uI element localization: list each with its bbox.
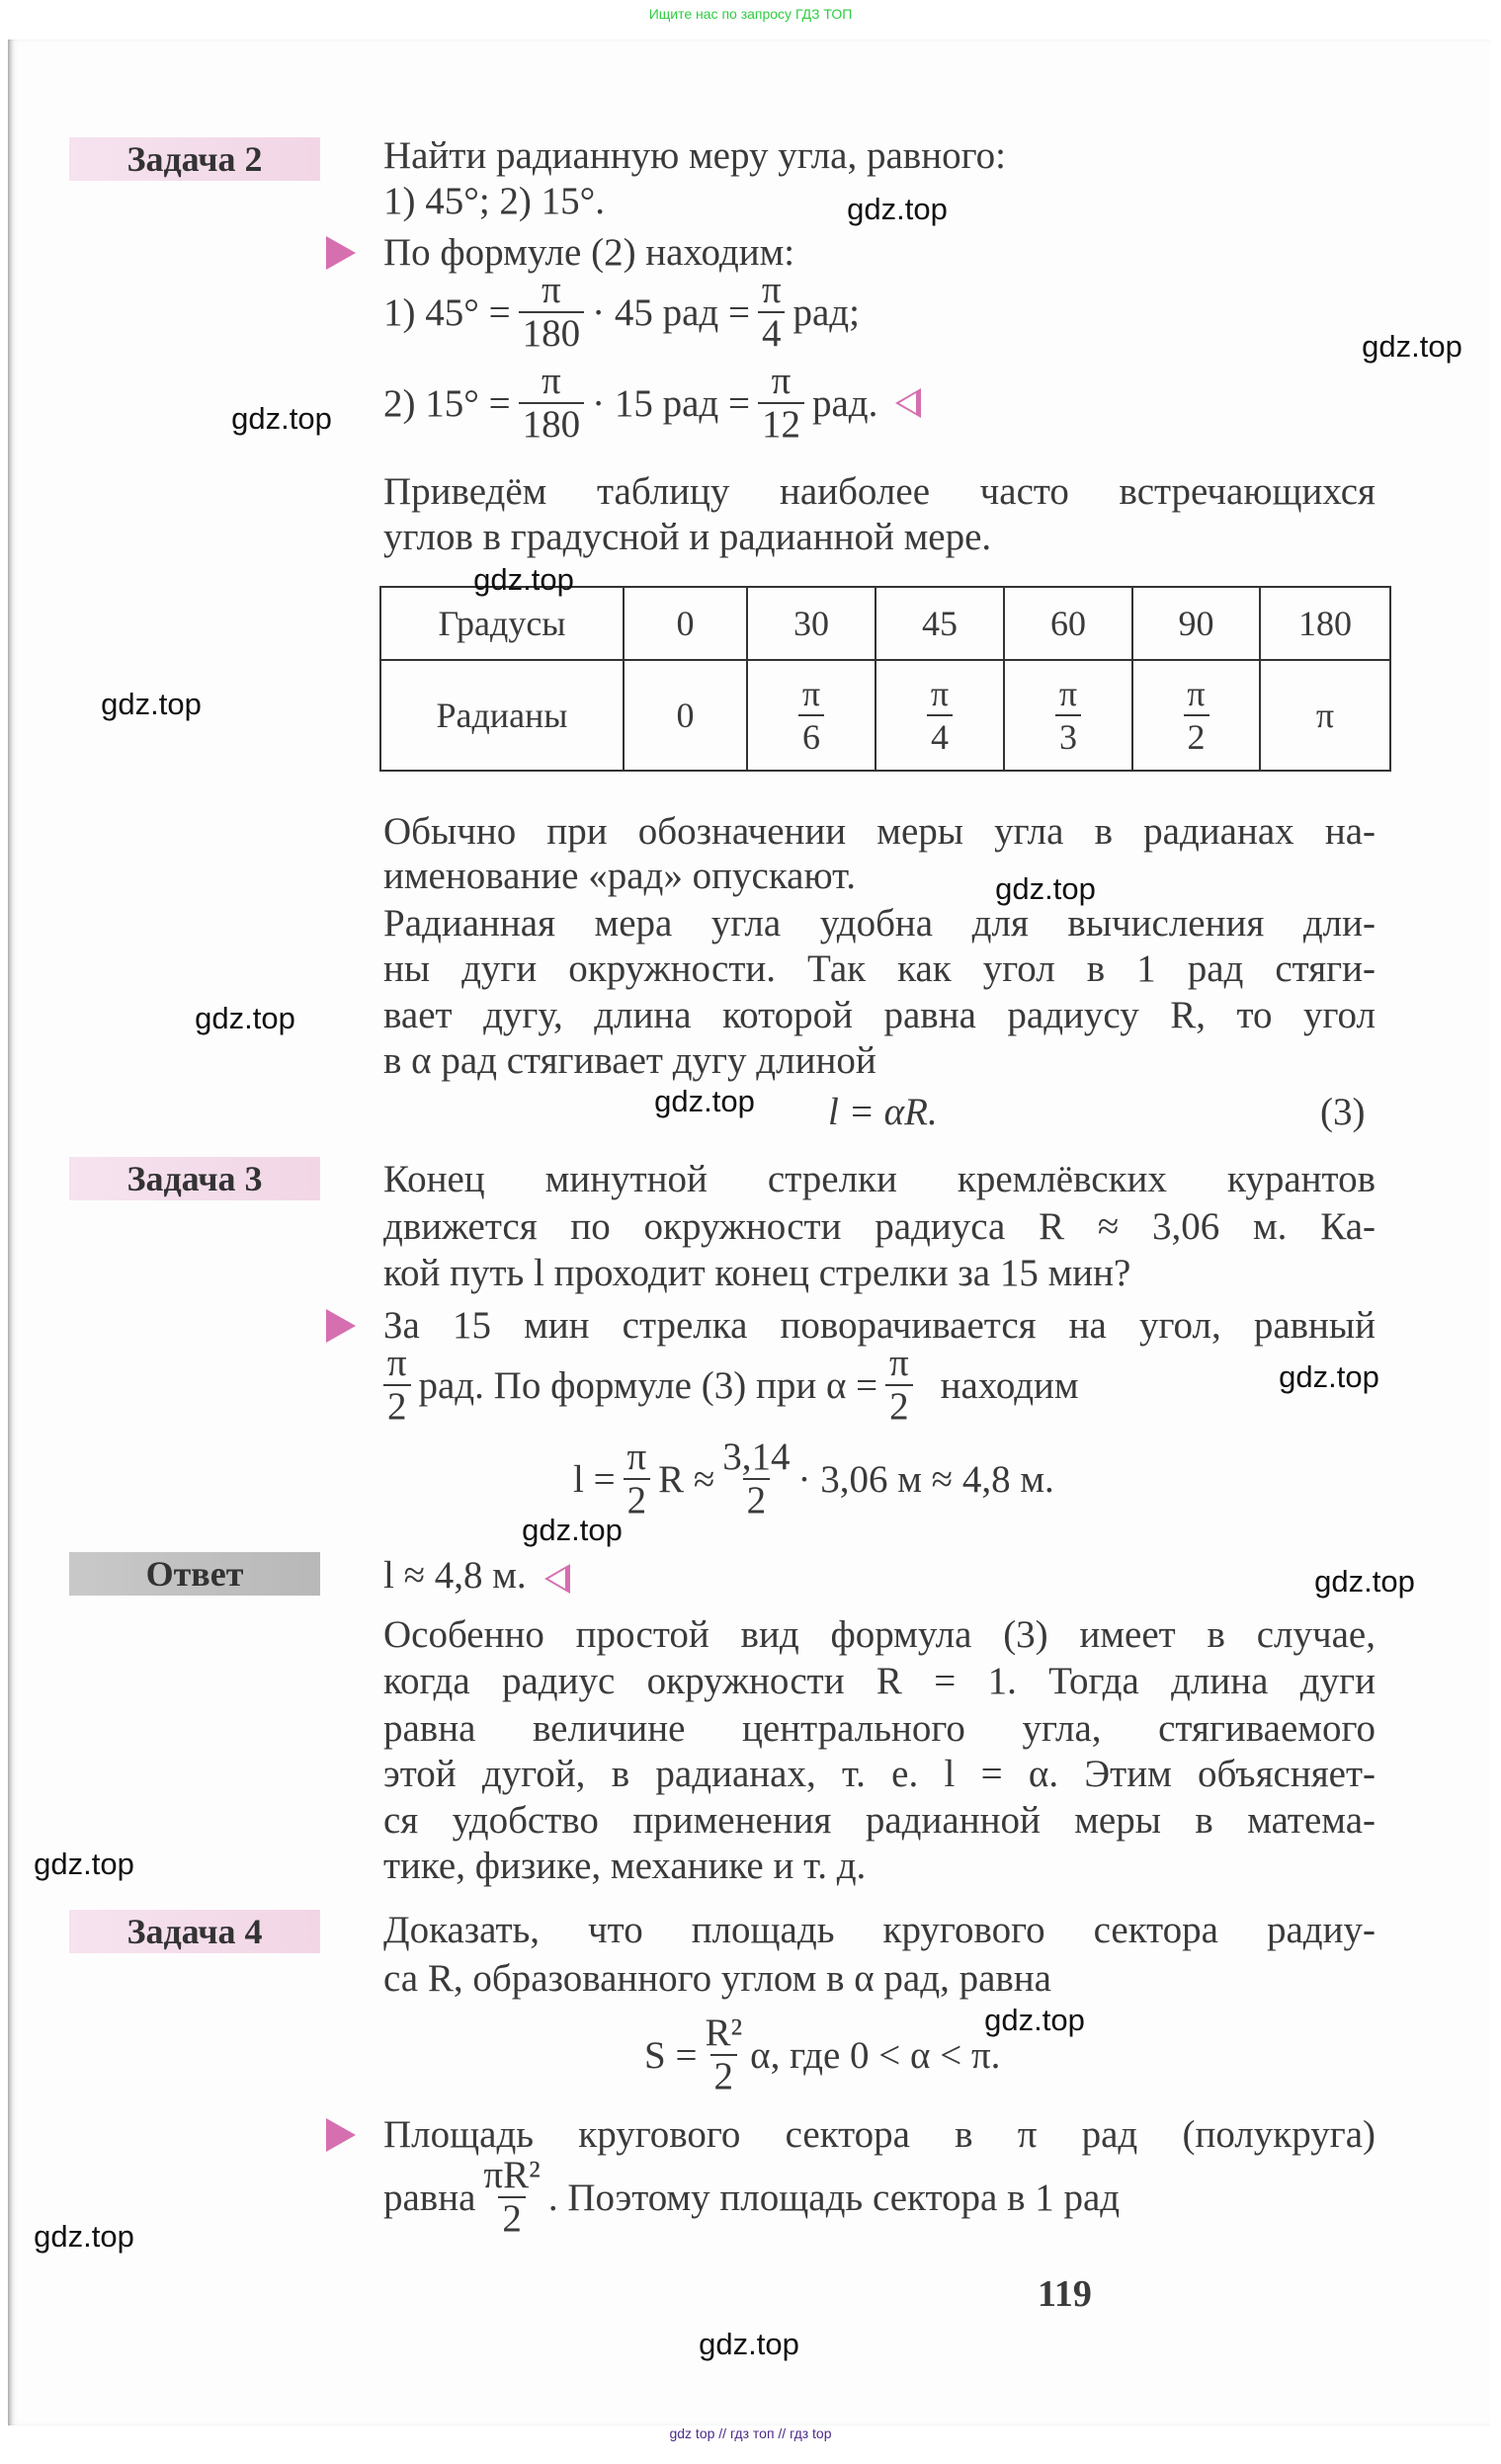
answer-text: [383, 1551, 570, 1601]
watermark: gdz.top: [654, 1084, 755, 1118]
eq-text: рад. По формуле (3) при α =: [418, 1363, 878, 1407]
text-line: этой дугой, в радианах, т. е. l = α. Этим объясняет-: [383, 1753, 1376, 1795]
cell: 0: [624, 587, 747, 660]
fraction: [758, 361, 804, 446]
eq-post: . Поэтому площадь сектора в 1 рад: [547, 2176, 1121, 2219]
numerator: π: [761, 269, 782, 311]
eq-mid: R ≈: [658, 1457, 715, 1501]
cell: 180: [1260, 587, 1390, 660]
fraction: [705, 2012, 742, 2097]
fraction: [885, 1343, 913, 1428]
eq-pre: 2) 15° =: [383, 381, 511, 425]
watermark: gdz.top: [1314, 1564, 1415, 1599]
equation-semicircle: [383, 2148, 1376, 2247]
task-4-label: Задача 4: [69, 1910, 320, 1953]
equation-15: [383, 354, 921, 452]
numerator: π: [626, 1436, 647, 1478]
numerator: π: [541, 269, 561, 311]
eq-mid: · 45 рад =: [592, 290, 750, 334]
watermark: gdz.top: [1279, 1359, 1379, 1394]
table-row-degrees: [380, 587, 1390, 660]
degrees-radians-table: [379, 586, 1391, 772]
denominator: 6: [798, 714, 824, 758]
formula-3: l = αR.: [828, 1091, 938, 1133]
denominator: 3: [1055, 714, 1081, 758]
task-2-solution-intro: По формуле (2) находим:: [383, 231, 795, 274]
text-line: За 15 мин стрелка поворачивается на угол, равный: [383, 1304, 1376, 1347]
eq-pre: S =: [644, 2033, 698, 2077]
denominator: 12: [758, 402, 804, 446]
text-line: именование «рад» опускают.: [383, 855, 856, 897]
cell: 45: [876, 587, 1004, 660]
denominator: 2: [743, 1478, 771, 1521]
equation-path: [573, 1430, 1054, 1528]
numerator: πR²: [483, 2154, 541, 2196]
cell: 0: [624, 660, 747, 771]
denominator: 180: [519, 311, 585, 355]
watermark: gdz.top: [101, 687, 202, 721]
watermark: gdz.top: [34, 1847, 134, 1881]
watermark: gdz.top: [195, 1001, 295, 1035]
fraction: [383, 1343, 411, 1428]
eq-post: α, где 0 < α < π.: [750, 2033, 1001, 2077]
cell: [1004, 660, 1132, 771]
watermark: gdz.top: [522, 1513, 623, 1547]
text-line: кой путь l проходит конец стрелки за 15 мин?: [383, 1252, 1131, 1294]
cell: 90: [1132, 587, 1260, 660]
watermark: gdz.top: [984, 2003, 1085, 2037]
banner: Ищите нас по запросу ГДЗ ТОП: [648, 6, 853, 22]
eq-post: рад;: [792, 290, 860, 334]
solution-end-icon: [895, 388, 921, 418]
eq-pre: равна: [383, 2176, 476, 2219]
denominator: 2: [1184, 714, 1209, 758]
text-line: Радианная мера угла удобна для вычисления дли-: [383, 902, 1376, 945]
text-line: равна величине центрального угла, стягиваемого: [383, 1707, 1376, 1750]
text-line: движется по окружности радиуса R ≈ 3,06 м. Ка-: [383, 1205, 1376, 1248]
denominator: 2: [885, 1384, 913, 1428]
text-line: Доказать, что площадь кругового сектора радиу-: [383, 1909, 1376, 1951]
numerator: π: [386, 1342, 407, 1384]
fraction: [722, 1437, 790, 1521]
numerator: R²: [705, 2012, 743, 2054]
text-line: ны дуги окружности. Так как угол в 1 рад стяги-: [383, 947, 1376, 990]
cell: 30: [747, 587, 876, 660]
numerator: π: [1058, 674, 1078, 713]
eq-mid: · 15 рад =: [592, 381, 750, 425]
text-line: Обычно при обозначении меры угла в радианах на-: [383, 810, 1376, 853]
watermark: gdz.top: [231, 401, 332, 436]
denominator: 2: [710, 2054, 738, 2097]
numerator: π: [930, 674, 950, 713]
denominator: 180: [519, 402, 585, 446]
solution-arrow-icon: [326, 1309, 356, 1343]
numerator: π: [801, 674, 821, 713]
numerator: π: [889, 1342, 909, 1384]
row-header: Радианы: [380, 660, 624, 771]
eq-post: рад.: [811, 381, 878, 425]
watermark: gdz.top: [473, 562, 574, 597]
footer: gdz top // гдз топ // гдз top: [669, 2425, 832, 2441]
fraction: [483, 2155, 540, 2240]
eq-post: находим: [940, 1363, 1079, 1407]
fraction: [519, 361, 585, 446]
watermark: gdz.top: [995, 871, 1096, 906]
watermark: gdz.top: [847, 192, 948, 226]
task-2-label: Задача 2: [69, 137, 320, 181]
text-line: углов в градусной и радианной мере.: [383, 516, 992, 558]
eq-pre: 1) 45° =: [383, 290, 511, 334]
solution-arrow-icon: [326, 2118, 356, 2152]
page-number: 119: [1038, 2273, 1092, 2315]
equation-45: [383, 263, 860, 362]
cell: [1132, 660, 1260, 771]
answer-label: Ответ: [69, 1552, 320, 1596]
text-line: когда радиус окружности R = 1. Тогда длина дуги: [383, 1660, 1376, 1702]
text-line: в α рад стягивает дугу длиной: [383, 1039, 876, 1082]
eq-post: · 3,06 м ≈ 4,8 м.: [797, 1457, 1054, 1501]
numerator: π: [541, 360, 561, 402]
watermark: gdz.top: [1362, 329, 1462, 364]
text-line: Конец минутной стрелки кремлёвских курантов: [383, 1158, 1376, 1200]
text-line: тике, физике, механике и т. д.: [383, 1845, 867, 1887]
watermark: gdz.top: [699, 2327, 799, 2361]
numerator: π: [771, 360, 792, 402]
cell: [876, 660, 1004, 771]
task-2-statement: Найти радианную меру угла, равного:: [383, 134, 1006, 177]
solution-arrow-icon: [326, 236, 356, 270]
text-line: ся удобство применения радианной меры в матема-: [383, 1799, 1376, 1842]
text-line: Приведём таблицу наиболее часто встречающихся: [383, 470, 1376, 513]
fraction: [519, 270, 585, 355]
solution-end-icon: [544, 1564, 570, 1594]
formula-number: (3): [1320, 1091, 1366, 1133]
cell: [747, 660, 876, 771]
answer-value: l ≈ 4,8 м.: [383, 1554, 527, 1597]
numerator: π: [1187, 674, 1206, 713]
cell: 60: [1004, 587, 1132, 660]
table-row-radians: [380, 660, 1390, 771]
denominator: 4: [927, 714, 953, 758]
denominator: 4: [758, 311, 786, 355]
denominator: 2: [383, 1384, 411, 1428]
text-line: вает дугу, длина которой равна радиусу R, то угол: [383, 994, 1376, 1036]
cell: π: [1260, 660, 1390, 771]
row-header: Градусы: [380, 587, 624, 660]
eq-pre: l =: [573, 1457, 616, 1501]
task-2-angles: 1) 45°; 2) 15°.: [383, 180, 606, 222]
text-line: Площадь кругового сектора в π рад (полукруга): [383, 2113, 1376, 2156]
text-line: са R, образованного углом в α рад, равна: [383, 1957, 1051, 2000]
watermark: gdz.top: [34, 2219, 134, 2254]
equation-angle: [375, 1336, 1079, 1435]
denominator: 2: [498, 2196, 526, 2240]
numerator: 3,14: [722, 1436, 791, 1478]
equation-sector-area: [644, 2006, 1000, 2104]
text-line: Особенно простой вид формула (3) имеет в случае,: [383, 1613, 1376, 1656]
denominator: 2: [624, 1478, 651, 1521]
fraction: [624, 1437, 651, 1521]
fraction: [758, 270, 786, 355]
task-3-label: Задача 3: [69, 1157, 320, 1200]
